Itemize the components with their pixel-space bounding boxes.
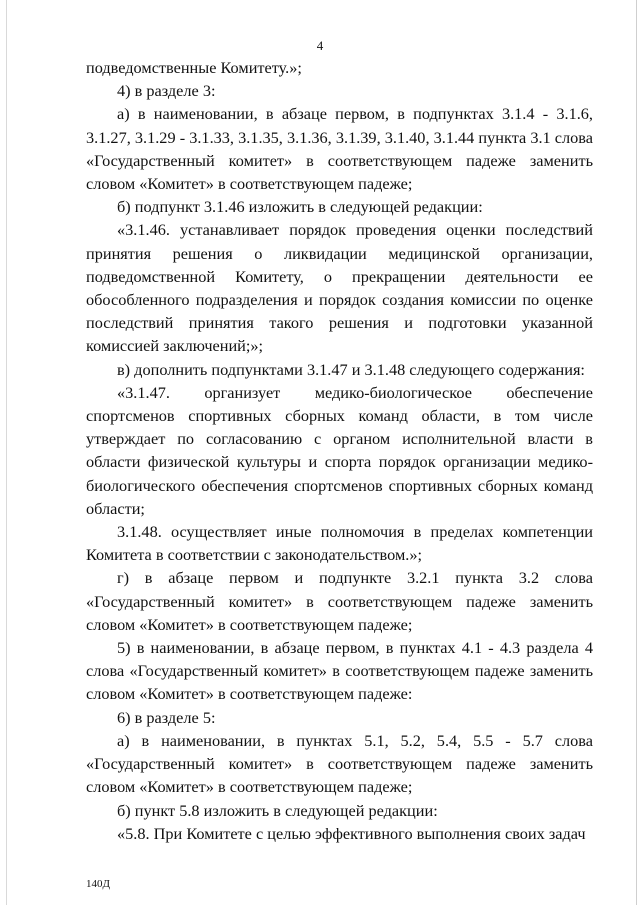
paragraph: б) подпункт 3.1.46 изложить в следующей редакции: [117,197,483,217]
page-number: 4 [316,38,324,53]
paragraph: 3.1.48. осуществляет иные полномочия в пределах компетенции Комитета в соответствии с законодательством.»; [86,522,593,565]
paragraph: «3.1.46. устанавливает порядок проведения оценки последствий принятия решения о ликвидации медицинской организации, подведомственной Комитету, о прекращении деятельности ее обособленного подразделения и порядок создания комиссии по оценке последствий принятия такого решения и подготовки указанной комиссией заключений;»; [86,220,593,356]
paragraph: в) дополнить подпунктами 3.1.47 и 3.1.48 следующего содержания: [117,359,585,379]
paragraph: а) в наименовании, в абзаце первом, в подпунктах 3.1.4 - 3.1.6, 3.1.27, 3.1.29 - 3.1.33, 3.1.35, 3.1.36, 3.1.39, 3.1.40, 3.1.44 пункта 3.1 слова «Государственный комитет» в соответствующем падеже заменить словом «Комитет» в соответствующем падеже; [86,104,593,194]
paragraph: г) в абзаце первом и подпункте 3.2.1 пункта 3.2 слова «Государственный комитет» в соответствующем падеже заменить словом «Комитет» в соответствующем падеже; [86,568,593,634]
paragraph: а) в наименовании, в пунктах 5.1, 5.2, 5.4, 5.5 - 5.7 слова «Государственный комитет» в соответствующем падеже заменить словом «Комитет» в соответствующем падеже; [86,730,593,797]
paragraph: 4) в разделе 3: [117,81,216,101]
scan-edge-left [6,0,7,905]
scan-edge-right [636,0,637,905]
paragraph: «3.1.47. организует медико-биологическое обеспечение спортсменов спортивных сборных команд области, в том числе утверждает по согласованию с органом исполнительной власти в области физической культуры и спорта порядок организации медико-биологического обеспечения спортсменов спортивных сборных команд области; [86,382,593,518]
document-code: 140Д [86,878,111,890]
paragraph: б) пункт 5.8 изложить в следующей редакции: [117,800,438,820]
document-body [86,56,593,845]
paragraph: 6) в разделе 5: [117,707,216,727]
paragraph: подведомственные Комитету.»; [86,58,302,77]
paragraph: «5.8. При Комитете с целью эффективного выполнения своих задач [117,823,586,843]
paragraph: 5) в наименовании, в абзаце первом, в пунктах 4.1 - 4.3 раздела 4 слова «Государственный комитет» в соответствующем падеже заменить словом «Комитет» в соответствующем падеже: [86,638,593,704]
